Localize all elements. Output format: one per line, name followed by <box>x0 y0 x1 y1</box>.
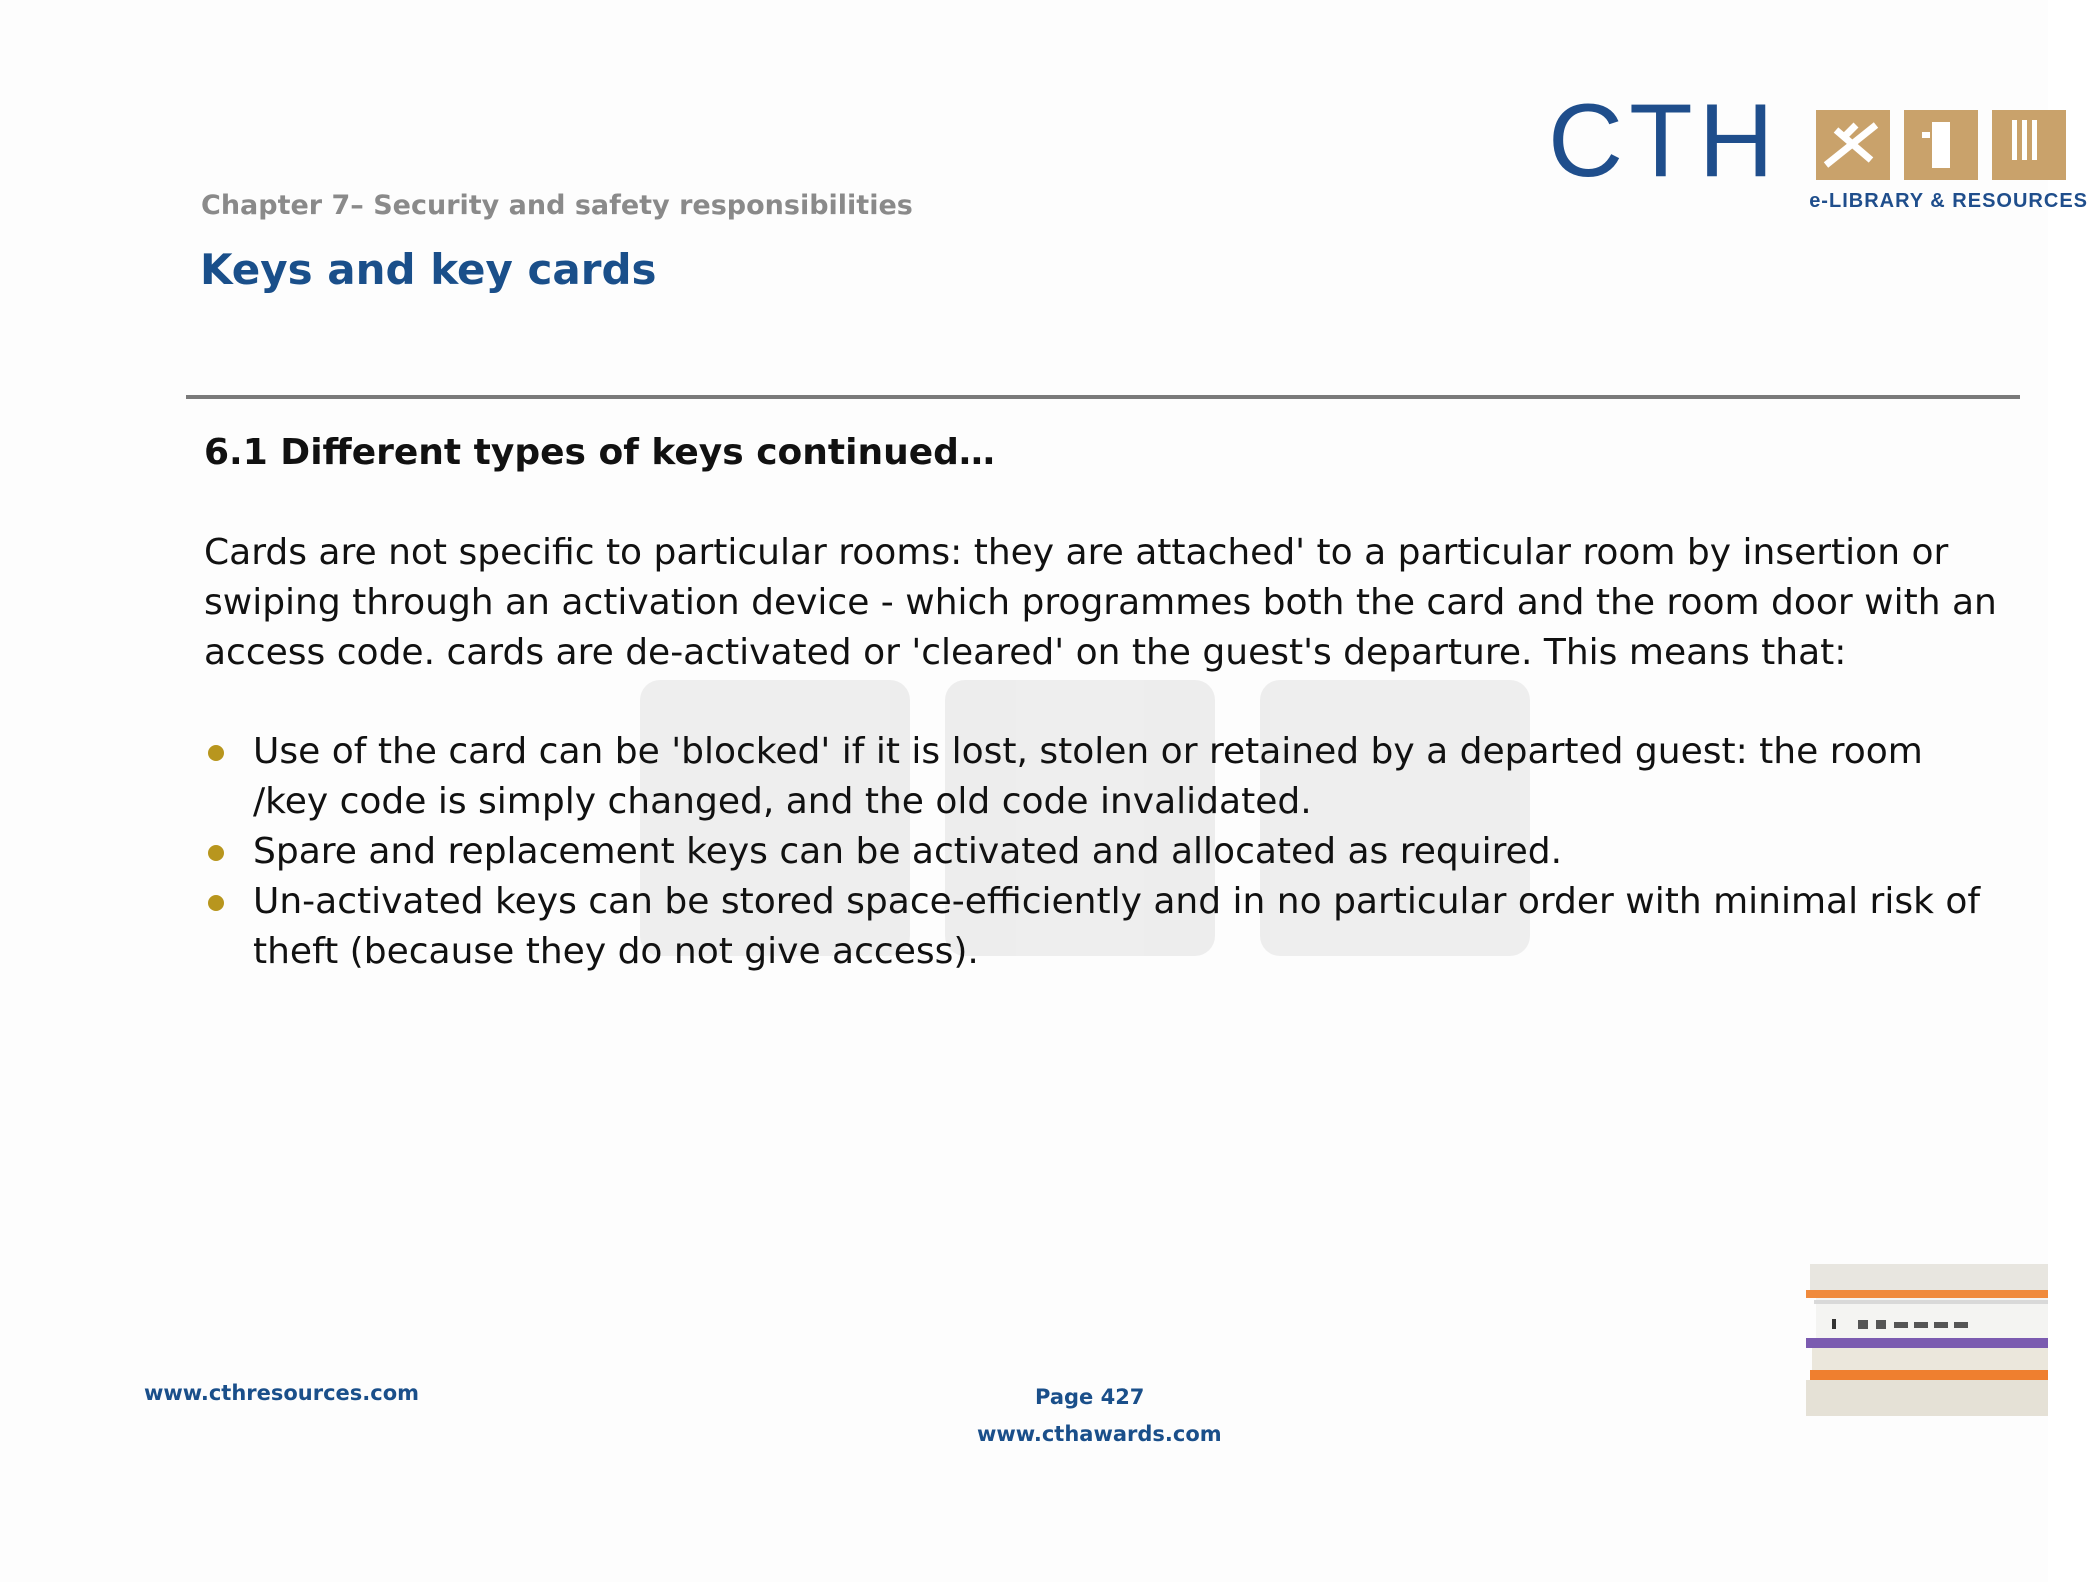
footer-resources-link[interactable]: www.cthresources.com <box>144 1381 420 1405</box>
bullet-icon <box>208 745 224 761</box>
page-title: Keys and key cards <box>200 245 657 294</box>
body-paragraph: Cards are not specific to particular rooms: they are attached' to a particular room by insertion or swiping through an activation device - which programmes both the card and the room door with an access code. cards are de-activated or 'cleared' on the guest's departure. This means that: <box>204 532 1997 673</box>
logo-subtitle: e-LIBRARY & RESOURCES <box>1809 190 2088 212</box>
section-heading: 6.1 Different types of keys continued… <box>204 432 995 473</box>
list-item-text: Spare and replacement keys can be activated and allocated as required. <box>253 831 1563 872</box>
footer-awards-link[interactable]: www.cthawards.com <box>977 1422 1222 1446</box>
list-item-text: Use of the card can be 'blocked' if it is lost, stolen or retained by a departed guest: the room /key code is simply changed, and the old code invalidated. <box>253 731 1923 822</box>
divider <box>186 395 2020 399</box>
cth-logo <box>1548 83 2088 220</box>
bullet-list <box>204 727 2004 977</box>
books-stack-image <box>1806 1264 2048 1432</box>
page-number: Page 427 <box>1035 1385 1145 1409</box>
fork-icon <box>1992 110 2066 180</box>
bullet-icon <box>208 895 224 911</box>
list-item <box>204 877 2004 977</box>
bullet-icon <box>208 845 224 861</box>
building-icon <box>1904 110 1978 180</box>
logo-text: CTH <box>1548 83 1780 199</box>
list-item-text: Un-activated keys can be stored space-efficiently and in no particular order with minimal risk of theft (because they do not give access). <box>253 881 1981 972</box>
chapter-label: Chapter 7– Security and safety responsibilities <box>201 190 913 221</box>
list-item <box>204 827 2004 877</box>
list-item <box>204 727 2004 827</box>
plane-icon <box>1816 110 1890 180</box>
